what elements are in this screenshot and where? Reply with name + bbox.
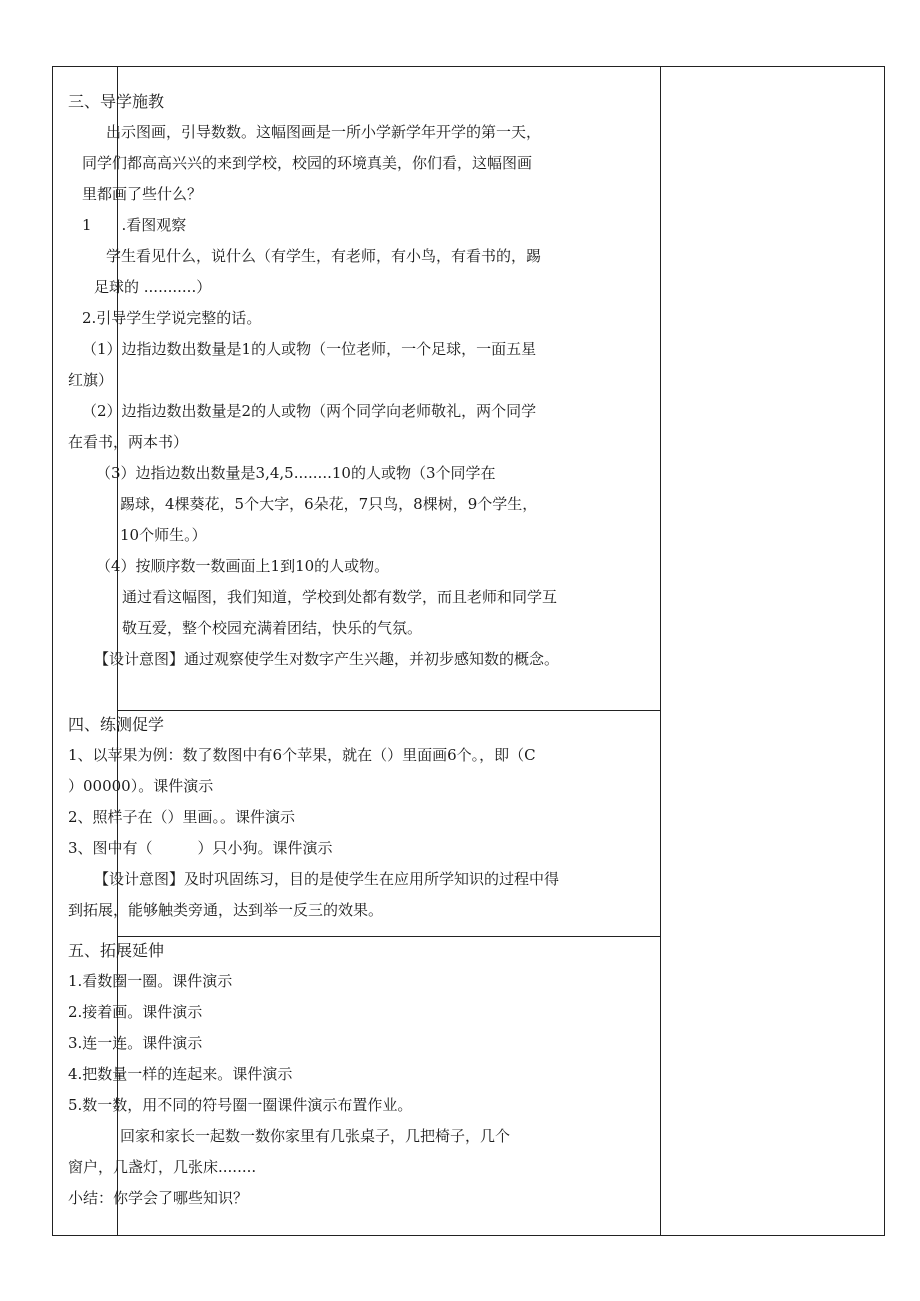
paragraph-line: （4）按顺序数一数画面上1到10的人或物。 — [96, 557, 390, 575]
activity-line: 4.把数量一样的连起来。课件演示 — [68, 1065, 293, 1083]
homework-line: 回家和家长一起数一数你家里有几张桌子，几把椅子，几个 — [120, 1127, 511, 1145]
paragraph-line: 红旗） — [68, 371, 114, 389]
activity-line: 3.连一连。课件演示 — [68, 1034, 203, 1052]
paragraph-line: 在看书，两本书） — [68, 433, 189, 451]
exercise-line: 2、照样子在（）里画。。课件演示 — [68, 808, 296, 826]
section-heading: 三、导学施教 — [68, 92, 165, 111]
section-practice-assessment — [68, 709, 608, 926]
paragraph-line: 10个师生。） — [120, 526, 207, 544]
design-intent-note: 【设计意图】及时巩固练习，目的是使学生在应用所学知识的过程中得 — [94, 870, 560, 888]
design-intent-note: 【设计意图】通过观察使学生对数字产生兴趣，并初步感知数的概念。 — [94, 650, 560, 668]
section-heading: 四、练测促学 — [68, 715, 165, 734]
summary-line: 小结：你学会了哪些知识？ — [68, 1189, 249, 1207]
activity-line: 1.看数圈一圈。课件演示 — [68, 972, 233, 990]
homework-line: 窗户，几盏灯，几张床........ — [68, 1158, 257, 1176]
section-extension — [68, 935, 608, 1214]
paragraph-line: 踢球，4棵葵花，5个大字，6朵花，7只鸟，8棵树，9个学生， — [120, 495, 538, 513]
activity-line: 5.数一数，用不同的符号圈一圈课件演示布置作业。 — [68, 1096, 413, 1114]
paragraph-line: （3）边指边数出数量是3,4,5........10的人或物（3个同学在 — [96, 464, 496, 482]
paragraph-line: 敬互爱，整个校园充满着团结，快乐的气氛。 — [122, 619, 423, 637]
activity-line: 2.接着画。课件演示 — [68, 1003, 203, 1021]
paragraph-line: 2.引导学生学说完整的话。 — [82, 309, 262, 327]
exercise-line: ）00000）。课件演示 — [68, 777, 214, 795]
section-guided-teaching — [68, 86, 608, 675]
paragraph-line: （1）边指边数出数量是1的人或物（一位老师，一个足球，一面五星 — [82, 340, 537, 358]
exercise-line: 1、以苹果为例：数了数图中有6个苹果，就在（）里面画6个。，即（C — [68, 746, 536, 764]
paragraph-line: 到拓展，能够触类旁通，达到举一反三的效果。 — [68, 901, 384, 919]
paragraph-line: （2）边指边数出数量是2的人或物（两个同学向老师敬礼，两个同学 — [82, 402, 537, 420]
exercise-line: 3、图中有（ ）只小狗。课件演示 — [68, 839, 333, 857]
section-heading: 五、拓展延伸 — [68, 941, 165, 960]
paragraph-line: 学生看见什么，说什么（有学生，有老师，有小鸟，有看书的，踢 — [106, 247, 542, 265]
paragraph-line: 同学们都高高兴兴的来到学校，校园的环境真美，你们看，这幅图画 — [82, 154, 533, 172]
paragraph-line: 通过看这幅图，我们知道，学校到处都有数学，而且老师和同学互 — [122, 588, 558, 606]
paragraph-line: 出示图画，引导数数。这幅图画是一所小学新学年开学的第一天， — [106, 123, 542, 141]
paragraph-line: 足球的 ...........） — [94, 278, 212, 296]
paragraph-line: 里都画了些什么？ — [82, 185, 203, 203]
column-divider-right — [660, 67, 661, 1235]
paragraph-line: 1 .看图观察 — [82, 216, 187, 234]
